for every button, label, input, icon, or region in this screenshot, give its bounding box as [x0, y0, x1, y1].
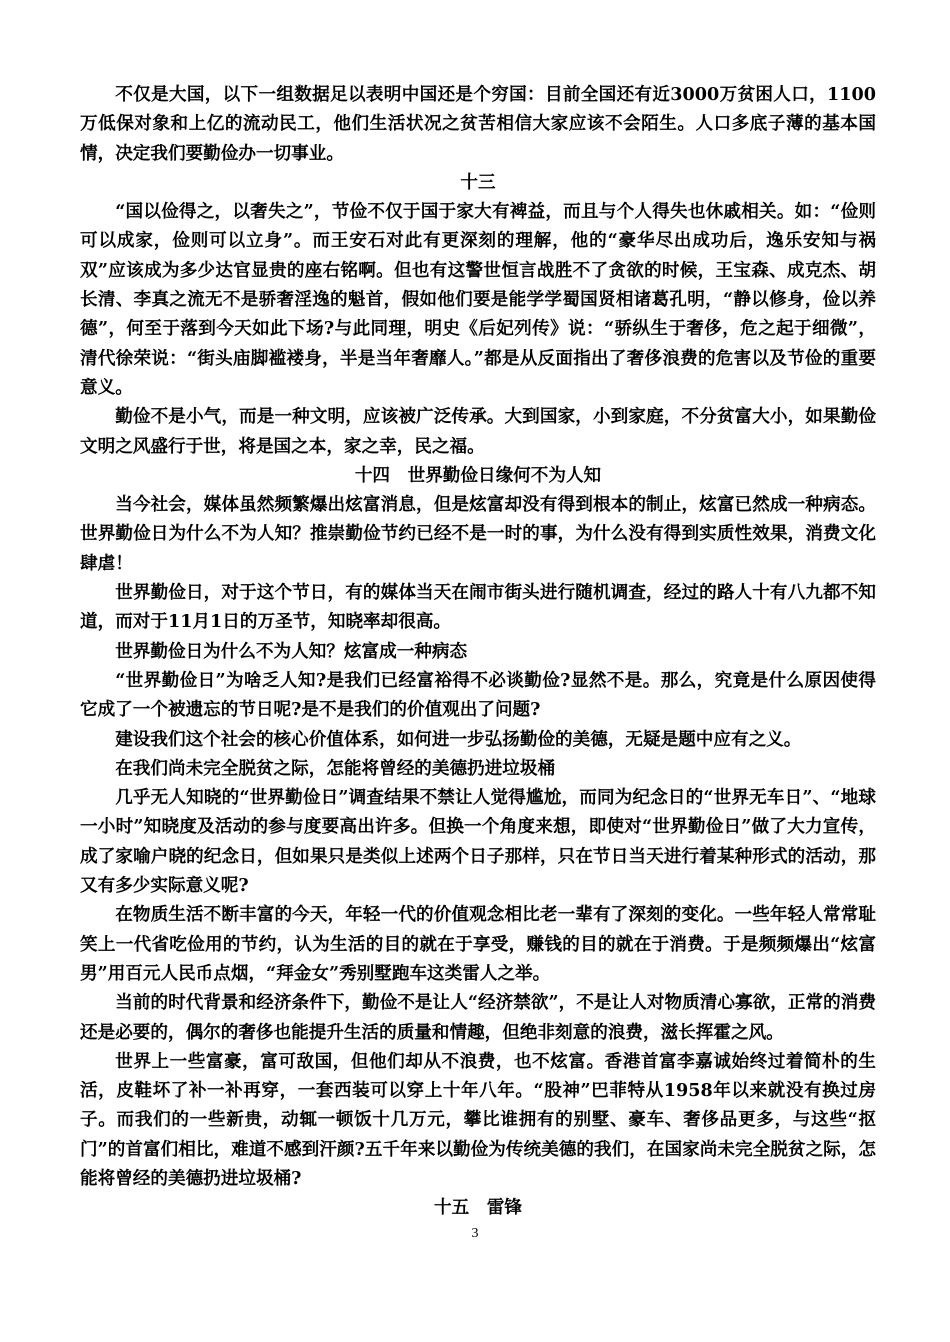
section-heading-14: 十四 世界勤俭日缘何不为人知 — [354, 464, 602, 486]
paragraph-frugality-civilization: 勤俭不是小气，而是一种文明，应该被广泛传承。大到国家，小到家庭，不分贫富大小，如果勤俭文明之风盛行于世，将是国之本，家之幸，民之福。 — [80, 406, 876, 457]
paragraph-young-generation: 在物质生活不断丰富的今天，年轻一代的价值观念相比老一辈有了深刻的变化。一些年轻人常常耻笑上一代省吃俭用的节约，认为生活的目的就在于享受，赚钱的目的就在于消费。于是频频爆出“炫富男”用百元人民币点烟，“拜金女”秀别墅跑车这类雷人之举。 — [80, 904, 876, 984]
paragraph-awareness: 几乎无人知晓的“世界勤俭日”调查结果不禁让人觉得尴尬，而同为纪念日的“世界无车日”、“地球一小时”知晓度及活动的参与度要高出许多。但换一个角度来想，即使对“世界勤俭日”做了大力宣传，成了家喻户晓的纪念日，但如果只是类似上述两个日子那样，只在节日当天进行着某种形式的活动，那又有多少实际意义呢? — [80, 787, 876, 897]
paragraph-subtitle-2: 在我们尚未完全脱贫之际，怎能将曾经的美德扔进垃圾桶 — [115, 757, 556, 779]
paragraph-frugality-history: “国以俭得之，以奢失之”，节俭不仅于国于家大有裨益，而且与个人得失也休戚相关。如：“俭则可以成家，俭则可以立身”。而王安石对此有更深刻的理解，他的“豪华尽出成功后，逸乐安知与祸双”应该成为多少达官显贵的座右铭啊。但也有这警世恒言战胜不了贪欲的时候，王宝森、成克杰、胡长清、李真之流无不是骄奢淫逸的魁首，假如他们要是能学学蜀国贤相诸葛孔明，“静以修身，俭以养德”，何至于落到今天如此下场?与此同理，明史《后妃列传》说：“骄纵生于奢侈，危之起于细微”，清代徐荣说：“街头庙脚褴褛身，半是当年奢靡人。”都是从反面指出了奢侈浪费的危害以及节俭的重要意义。 — [80, 201, 876, 398]
paragraph-consumption: 当前的时代背景和经济条件下，勤俭不是让人“经济禁欲”，不是让人对物质清心寡欲，正常的消费还是必要的，偶尔的奢侈也能提升生活的质量和情趣，但绝非刻意的浪费，滋长挥霍之风。 — [80, 992, 876, 1043]
paragraph-show-off-wealth: 当今社会，媒体虽然频繁爆出炫富消息，但是炫富却没有得到根本的制止，炫富已然成一种病态。世界勤俭日为什么不为人知？推崇勤俭节约已经不是一时的事，为什么没有得到实质性效果，消费文化肆虐！ — [80, 494, 876, 574]
section-heading-15: 十五 雷锋 — [434, 1197, 522, 1219]
paragraph-core-values: 建设我们这个社会的核心价值体系，如何进一步弘扬勤俭的美德，无疑是题中应有之义。 — [115, 728, 802, 750]
section-heading-13: 十三 — [460, 171, 496, 193]
paragraph-survey: 世界勤俭日，对于这个节日，有的媒体当天在闹市街头进行随机调查，经过的路人十有八九都不知道，而对于11月1日的万圣节，知晓率却很高。 — [80, 582, 876, 633]
paragraph-subtitle-1: 世界勤俭日为什么不为人知？炫富成一种病态 — [115, 640, 468, 662]
document-body — [80, 80, 876, 1223]
paragraph-poor-country: 不仅是大国，以下一组数据足以表明中国还是个穷国：目前全国还有近3000万贫困人口，1100万低保对象和上亿的流动民工，他们生活状况之贫苦相信大家应该不会陌生。人口多底子薄的基本国情，决定我们要勤俭办一切事业。 — [80, 84, 876, 164]
paragraph-rich-people: 世界上一些富豪，富可敌国，但他们却从不浪费，也不炫富。香港首富李嘉诚始终过着简朴的生活，皮鞋坏了补一补再穿，一套西装可以穿上十年八年。“股神”巴菲特从1958年以来就没有换过房子。而我们的一些新贵，动辄一顿饭十几万元，攀比谁拥有的别墅、豪车、奢侈品更多，与这些“抠门”的首富们相比，难道不感到汗颜?五千年来以勤俭为传统美德的我们，在国家尚未完全脱贫之际，怎能将曾经的美德扔进垃圾桶? — [80, 1050, 876, 1189]
paragraph-why-unknown: “世界勤俭日”为啥乏人知?是我们已经富裕得不必谈勤俭?显然不是。那么，究竟是什么原因使得它成了一个被遗忘的节日呢?是不是我们的价值观出了问题? — [80, 669, 876, 721]
page-number: 3 — [471, 1226, 479, 1241]
